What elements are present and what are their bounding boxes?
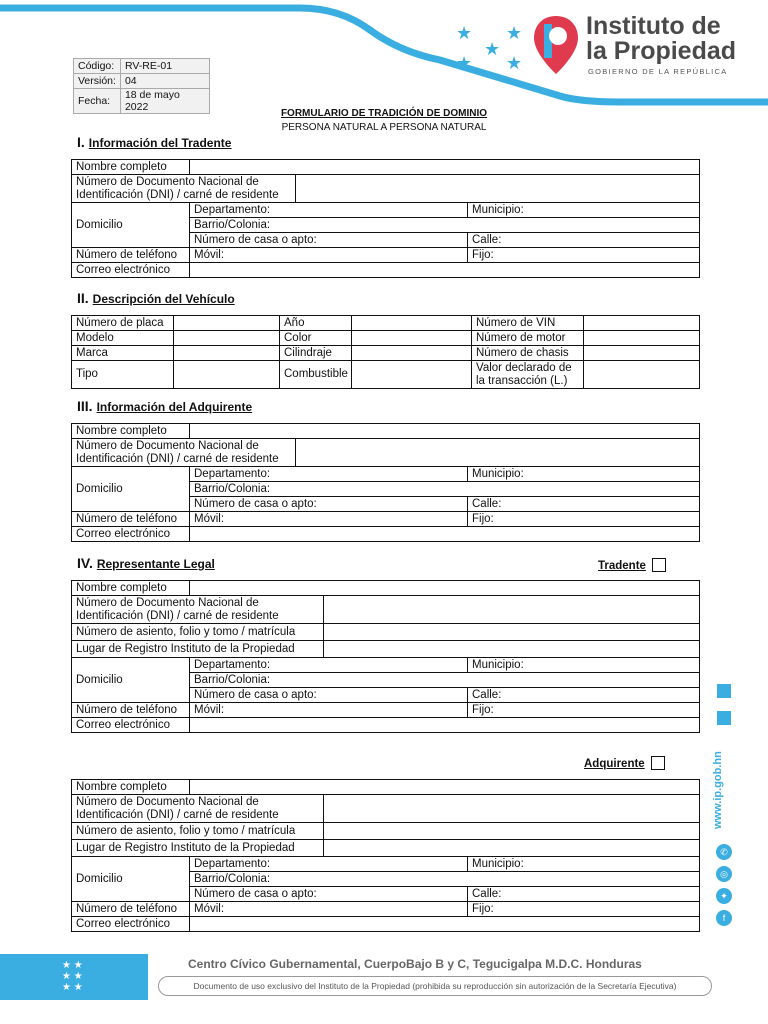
tradente-table: Nombre completo Número de Documento Nacional de Identificación (DNI) / carné de residente Domicilio Departamento: Municipio: Barrio/Colonia: Número de casa o apto: Calle: Número de teléfono Móvil: Fijo: Correo electrónico	[71, 159, 700, 278]
side-square-1	[717, 684, 731, 698]
tradente-email-field[interactable]	[190, 263, 700, 278]
tradente-checkbox-group: Tradente	[598, 556, 666, 574]
vehicle-table: Número de placa Año Número de VIN Modelo Color Número de motor Marca Cilindraje Número de chasis Tipo Combustible Valor declarado de la transacción (L.)	[71, 315, 700, 389]
document-control-box: Código: RV-RE-01 Versión: 04 Fecha: 18 de mayo 2022	[73, 58, 210, 114]
footer-emblem-band: ★ ★ ★ ★ ★ ★	[0, 954, 148, 1000]
form-subtitle: PERSONA NATURAL A PERSONA NATURAL	[281, 122, 487, 133]
adquirente-table: Nombre completo Número de Documento Nacional de Identificación (DNI) / carné de residente Domicilio Departamento: Municipio: Barrio/Colonia: Número de casa o apto: Calle: Número de teléfono Móvil: Fijo: Correo electrónico	[71, 423, 700, 542]
adquirente-checkbox-group: Adquirente	[584, 754, 665, 772]
twitter-icon[interactable]: ✦	[716, 888, 732, 904]
tradente-dni-field[interactable]	[296, 175, 700, 203]
section-1-title: I. Información del Tradente	[77, 134, 232, 150]
tradente-name-field[interactable]	[190, 160, 700, 175]
tradente-checkbox[interactable]	[652, 558, 666, 572]
footer-address: Centro Cívico Gubernamental, CuerpoBajo B y C, Tegucigalpa M.D.C. Honduras	[188, 957, 642, 971]
brand-subtitle: GOBIERNO DE LA REPÚBLICA	[588, 67, 728, 76]
adquirente-checkbox[interactable]	[651, 756, 665, 770]
facebook-icon[interactable]: f	[716, 910, 732, 926]
form-title: FORMULARIO DE TRADICIÓN DE DOMINIO	[280, 108, 488, 119]
section-3-title: III. Información del Adquirente	[77, 398, 253, 414]
website-label: www.ip.gob.hn	[712, 751, 724, 829]
footer-note: Documento de uso exclusivo del Instituto de la Propiedad (prohibida su reproducción sin autorización de la Secretaría Ejecutiva)	[158, 976, 712, 996]
rep-legal-tradente-table: Nombre completo Número de Documento Nacional de Identificación (DNI) / carné de residente Número de asiento, folio y tomo / matrícula Lugar de Registro Instituto de la Propiedad Domicilio Departamento: Municipio: Barrio/Colonia: Número de casa o apto: Calle: Número de teléfono Móvil: Fijo: Correo electrónico	[71, 580, 700, 733]
section-2-title: II. Descripción del Vehículo	[77, 290, 235, 306]
brand-title: Instituto de la Propiedad	[586, 12, 737, 65]
section-4-title: IV. Representante Legal	[77, 555, 215, 571]
side-square-2	[717, 711, 731, 725]
phone-icon[interactable]: ✆	[716, 844, 732, 860]
rep-legal-adquirente-table: Nombre completo Número de Documento Nacional de Identificación (DNI) / carné de residente Número de asiento, folio y tomo / matrícula Lugar de Registro Instituto de la Propiedad Domicilio Departamento: Municipio: Barrio/Colonia: Número de casa o apto: Calle: Número de teléfono Móvil: Fijo: Correo electrónico	[71, 779, 700, 932]
institute-logo-icon	[530, 14, 582, 76]
instagram-icon[interactable]: ◎	[716, 866, 732, 882]
